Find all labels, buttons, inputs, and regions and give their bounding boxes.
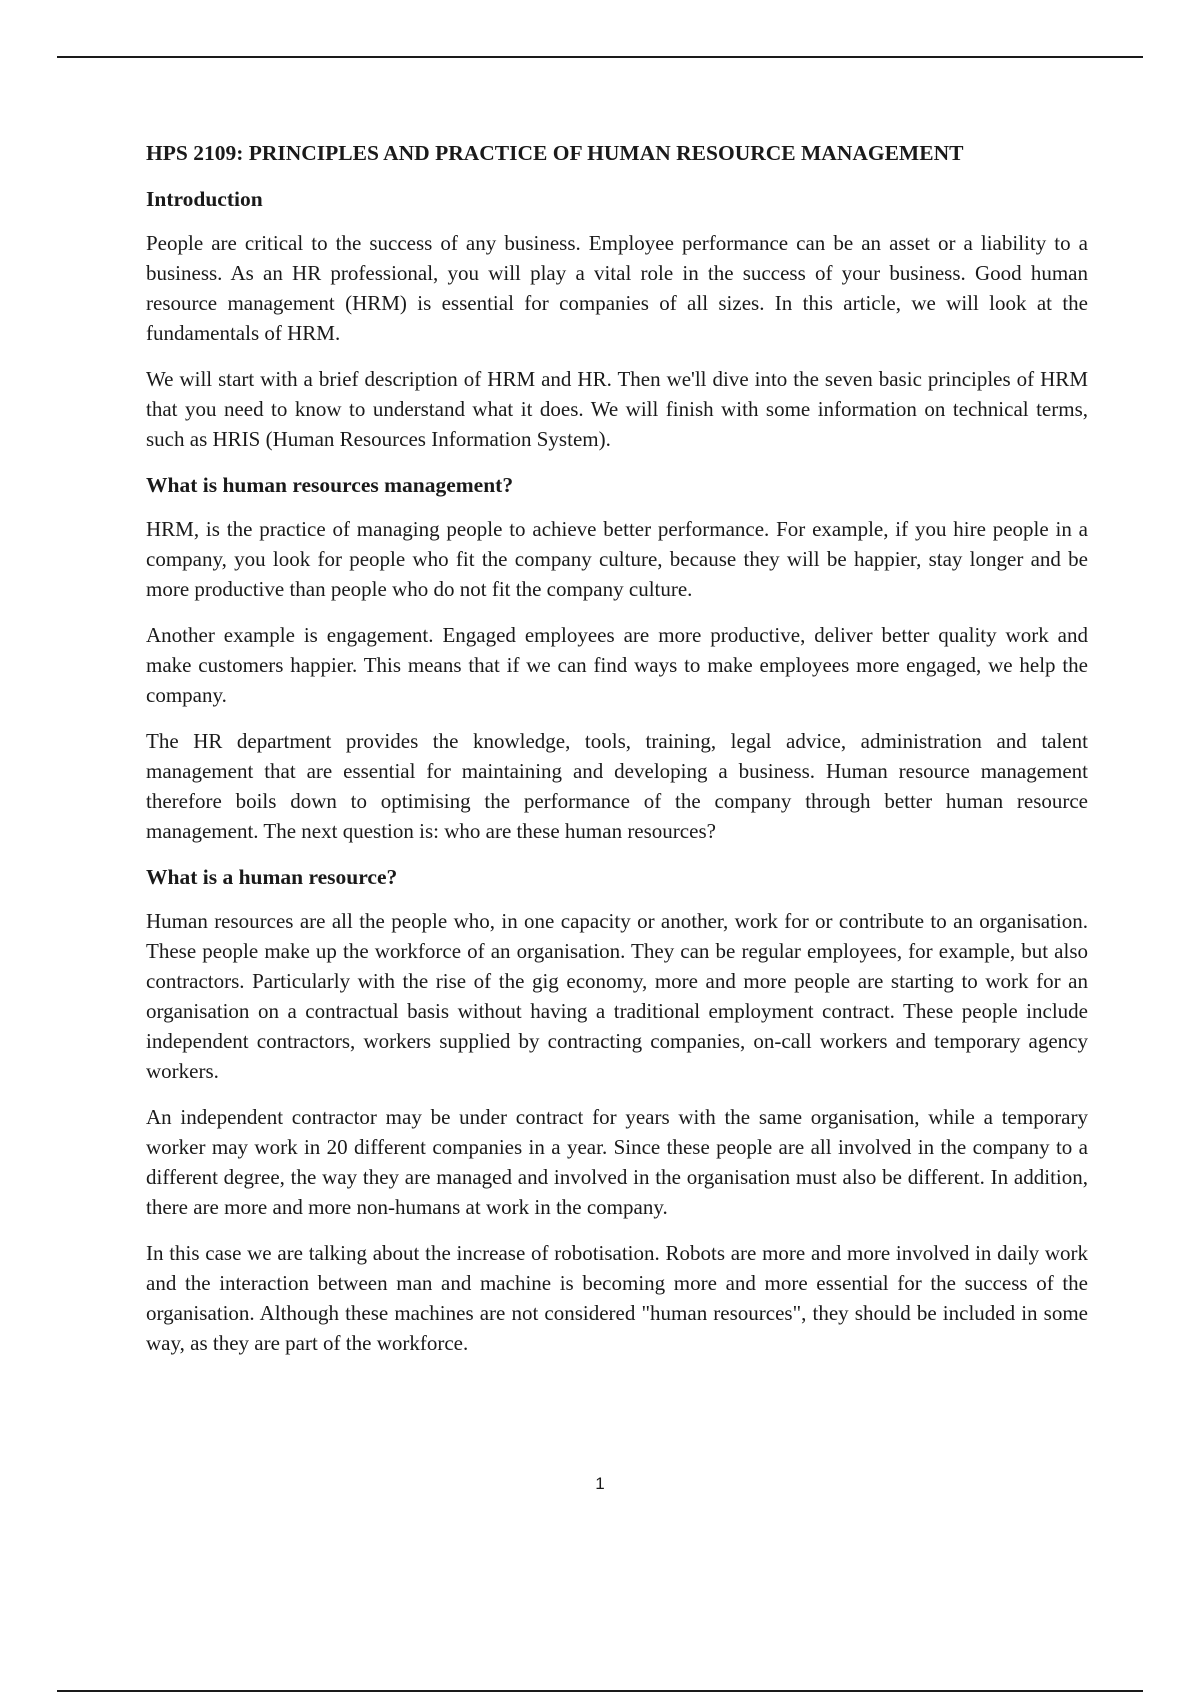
paragraph: The HR department provides the knowledge, tools, training, legal advice, administration and talent management that are essential for maintaining and developing a business. Human resource management therefore boils down to optimising the performance of the company through better human resource management. The next question is: who are these human resources?	[146, 729, 1088, 843]
paragraph: Another example is engagement. Engaged employees are more productive, deliver better quality work and make customers happier. This means that if we can find ways to make employees more engaged, we help the company.	[146, 623, 1088, 707]
section-what-is-hrm	[146, 470, 1088, 846]
page-content	[146, 138, 1088, 1374]
section-heading: Introduction	[146, 187, 263, 211]
bottom-rule	[57, 1690, 1143, 1692]
section-heading: What is a human resource?	[146, 865, 398, 889]
paragraph: People are critical to the success of any business. Employee performance can be an asset or a liability to a business. As an HR professional, you will play a vital role in the success of your business. Good human resource management (HRM) is essential for companies of all sizes. In this article, we will look at the fundamentals of HRM.	[146, 231, 1088, 345]
section-what-is-human-resource	[146, 862, 1088, 1358]
paragraph: In this case we are talking about the increase of robotisation. Robots are more and more involved in daily work and the interaction between man and machine is becoming more and more essential for the success of the organisation. Although these machines are not considered "human resources", they should be included in some way, as they are part of the workforce.	[146, 1241, 1088, 1355]
paragraph: An independent contractor may be under contract for years with the same organisation, while a temporary worker may work in 20 different companies in a year. Since these people are all involved in the company to a different degree, the way they are managed and involved in the organisation must also be different. In addition, there are more and more non-humans at work in the company.	[146, 1105, 1088, 1219]
top-rule	[57, 56, 1143, 58]
section-heading: What is human resources management?	[146, 473, 514, 497]
paragraph: Human resources are all the people who, in one capacity or another, work for or contribute to an organisation. These people make up the workforce of an organisation. They can be regular employees, for example, but also contractors. Particularly with the rise of the gig economy, more and more people are starting to work for an organisation on a contractual basis without having a traditional employment contract. These people include independent contractors, workers supplied by contracting companies, on-call workers and temporary agency workers.	[146, 909, 1088, 1083]
paragraph: We will start with a brief description of HRM and HR. Then we'll dive into the seven basic principles of HRM that you need to know to understand what it does. We will finish with some information on technical terms, such as HRIS (Human Resources Information System).	[146, 367, 1088, 451]
section-introduction	[146, 184, 1088, 454]
page-number: 1	[595, 1474, 605, 1493]
document-title: HPS 2109: PRINCIPLES AND PRACTICE OF HUMAN RESOURCE MANAGEMENT	[146, 141, 964, 165]
paragraph: HRM, is the practice of managing people to achieve better performance. For example, if you hire people in a company, you look for people who fit the company culture, because they will be happier, stay longer and be more productive than people who do not fit the company culture.	[146, 517, 1088, 601]
